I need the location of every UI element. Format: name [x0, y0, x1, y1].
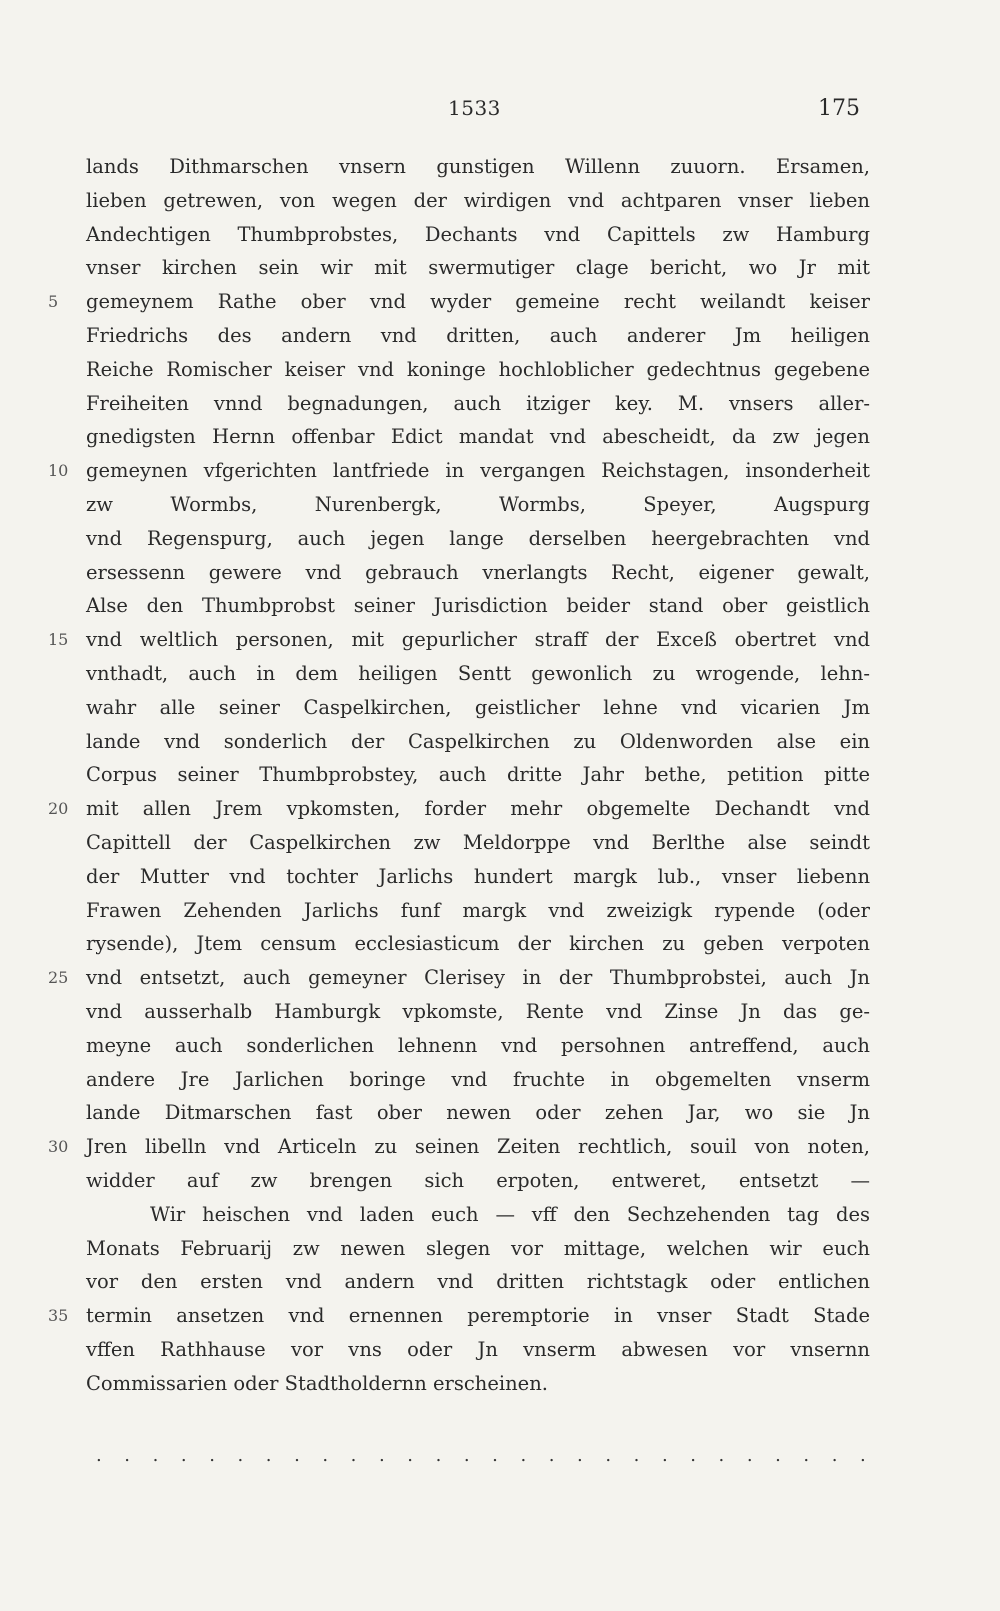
ellipsis-dot: .	[152, 1445, 159, 1466]
ellipsis-row	[96, 1445, 866, 1466]
line-text: andere Jre Jarlichen boringe vnd fruchte in obgemelten vnserm	[86, 1067, 870, 1091]
line-text: Commissarien oder Stadtholdernn erscheinen.	[86, 1371, 548, 1395]
line-text: vnd ausserhalb Hamburgk vpkomste, Rente vnd Zinse Jn das ge-	[86, 999, 870, 1023]
text-line	[86, 1367, 870, 1401]
line-text: widder auf zw brengen sich erpoten, entweret, entsetzt —	[86, 1168, 870, 1192]
line-text: mit allen Jrem vpkomsten, forder mehr obgemelte Dechandt vnd	[86, 797, 870, 821]
line-text: meyne auch sonderlichen lehnenn vnd persohnen antreffend, auch	[86, 1033, 870, 1057]
line-number: 35	[48, 1306, 69, 1326]
ellipsis-dot: .	[492, 1445, 498, 1466]
text-line	[86, 758, 870, 792]
text-line	[86, 319, 870, 353]
text-line	[86, 1063, 870, 1097]
line-text: Corpus seiner Thumbprobstey, auch dritte Jahr bethe, petition pitte	[86, 763, 870, 787]
page-number: 175	[818, 96, 860, 121]
ellipsis-dot: .	[124, 1445, 131, 1466]
ellipsis-dot: .	[265, 1445, 272, 1466]
line-text: lande vnd sonderlich der Caspelkirchen zu Oldenworden alse ein	[86, 729, 870, 753]
text-line	[86, 1232, 870, 1266]
line-text: Monats Februarij zw newen slegen vor mittage, welchen wir euch	[86, 1236, 870, 1260]
text-line	[86, 927, 870, 961]
text-line	[86, 894, 870, 928]
line-text: zw Wormbs, Nurenbergk, Wormbs, Speyer, Augspurg	[86, 492, 870, 516]
line-text: vnd entsetzt, auch gemeyner Clerisey in der Thumbprobstei, auch Jn	[86, 966, 870, 990]
text-line	[86, 725, 870, 759]
text-line	[86, 218, 870, 252]
line-text: wahr alle seiner Caspelkirchen, geistlicher lehne vnd vicarien Jm	[86, 695, 870, 719]
text-line	[86, 251, 870, 285]
text-line	[86, 420, 870, 454]
text-line	[48, 961, 870, 995]
line-text: Reiche Romischer keiser vnd koninge hochloblicher gedechtnus gegebene	[86, 357, 870, 381]
ellipsis-dot: .	[746, 1445, 753, 1466]
ellipsis-dot: .	[775, 1445, 781, 1466]
text-line	[48, 454, 870, 488]
ellipsis-dot: .	[520, 1445, 527, 1466]
line-text: Frawen Zehenden Jarlichs funf margk vnd zweizigk rypende (oder	[86, 898, 870, 922]
text-line	[86, 1096, 870, 1130]
ellipsis-dot: .	[237, 1445, 244, 1466]
line-number: 10	[48, 461, 69, 481]
line-text: der Mutter vnd tochter Jarlichs hundert margk lub., vnser liebenn	[86, 864, 870, 888]
line-number: 20	[48, 799, 69, 819]
text-line	[86, 1333, 870, 1367]
line-text: vffen Rathhause vor vns oder Jn vnserm abwesen vor vnsernn	[86, 1337, 870, 1361]
line-text: Wir heischen vnd laden euch — vff den Sechzehenden tag des	[150, 1202, 870, 1226]
ellipsis-dot: .	[435, 1445, 442, 1466]
ellipsis-dot: .	[860, 1445, 866, 1466]
text-line	[86, 522, 870, 556]
line-text: lands Dithmarschen vnsern gunstigen Willenn zuuorn. Ersamen,	[86, 155, 870, 178]
ellipsis-dot: .	[605, 1445, 612, 1466]
text-line	[86, 589, 870, 623]
line-text: rysende), Jtem censum ecclesiasticum der kirchen zu geben verpoten	[86, 932, 870, 956]
ellipsis-dot: .	[633, 1445, 640, 1466]
header-year: 1533	[448, 96, 501, 120]
line-number: 15	[48, 630, 69, 650]
text-line	[86, 1164, 870, 1198]
ellipsis-dot: .	[407, 1445, 413, 1466]
line-text: Capittell der Caspelkirchen zw Meldorppe vnd Berlthe alse seindt	[86, 830, 870, 854]
line-text: vor den ersten vnd andern vnd dritten richtstagk oder entlichen	[86, 1270, 870, 1294]
line-text: gemeynem Rathe ober vnd wyder gemeine recht weilandt keiser	[86, 290, 870, 314]
text-line	[86, 826, 870, 860]
line-text: Andechtigen Thumbprobstes, Dechants vnd Capittels zw Hamburg	[86, 222, 870, 246]
ellipsis-dot: .	[661, 1445, 668, 1466]
ellipsis-dot: .	[803, 1445, 810, 1466]
text-line	[86, 1029, 870, 1063]
text-line	[86, 184, 870, 218]
line-text: termin ansetzen vnd ernennen peremptorie in vnser Stadt Stade	[86, 1304, 870, 1328]
ellipsis-dot: .	[463, 1445, 470, 1466]
text-line	[86, 691, 870, 725]
ellipsis-dot: .	[577, 1445, 583, 1466]
line-text: Freiheiten vnnd begnadungen, auch itziger key. M. vnsers aller-	[86, 391, 870, 415]
text-line	[86, 488, 870, 522]
line-number: 25	[48, 968, 69, 988]
line-text: Jren libelln vnd Articeln zu seinen Zeiten rechtlich, souil von noten,	[86, 1135, 870, 1159]
line-text: gemeynen vfgerichten lantfriede in vergangen Reichstagen, insonderheit	[86, 459, 870, 483]
ellipsis-dot: .	[690, 1445, 696, 1466]
text-line	[48, 792, 870, 826]
line-number: 5	[48, 292, 59, 312]
text-line	[86, 150, 870, 184]
text-line	[86, 995, 870, 1029]
line-text: vnd Regenspurg, auch jegen lange derselben heergebrachten vnd	[86, 526, 870, 550]
ellipsis-dot: .	[350, 1445, 357, 1466]
line-text: lieben getrewen, von wegen der wirdigen vnd achtparen vnser lieben	[86, 188, 870, 212]
text-line	[48, 1299, 870, 1333]
line-text: vnd weltlich personen, mit gepurlicher straff der Exceß obertret vnd	[86, 628, 870, 652]
ellipsis-dot: .	[831, 1445, 838, 1466]
text-line	[86, 657, 870, 691]
ellipsis-dot: .	[209, 1445, 215, 1466]
line-text: vnser kirchen sein wir mit swermutiger clage bericht, wo Jr mit	[86, 256, 870, 280]
text-line	[86, 556, 870, 590]
text-line	[48, 623, 870, 657]
line-number: 30	[48, 1137, 69, 1157]
text-line	[86, 387, 870, 421]
line-text: Alse den Thumbprobst seiner Jurisdiction beider stand ober geistlich	[86, 594, 870, 618]
ellipsis-dot: .	[378, 1445, 385, 1466]
ellipsis-dot: .	[294, 1445, 300, 1466]
line-text: Friedrichs des andern vnd dritten, auch anderer Jm heiligen	[86, 323, 870, 347]
ellipsis-dot: .	[548, 1445, 555, 1466]
text-line	[86, 1198, 870, 1232]
line-text: lande Ditmarschen fast ober newen oder zehen Jar, wo sie Jn	[86, 1101, 870, 1125]
text-line	[86, 353, 870, 387]
text-line	[48, 1130, 870, 1164]
ellipsis-dot: .	[180, 1445, 187, 1466]
text-line	[86, 860, 870, 894]
line-text: vnthadt, auch in dem heiligen Sentt gewonlich zu wrogende, lehn-	[86, 661, 870, 685]
body-text	[48, 150, 870, 1400]
text-line	[86, 1265, 870, 1299]
ellipsis-dot: .	[718, 1445, 725, 1466]
text-line	[48, 285, 870, 319]
page-header	[0, 96, 1000, 126]
ellipsis-dot: .	[322, 1445, 329, 1466]
line-text: ersessenn gewere vnd gebrauch vnerlangts Recht, eigener gewalt,	[86, 560, 870, 584]
ellipsis-dot: .	[96, 1445, 102, 1466]
line-text: gnedigsten Hernn offenbar Edict mandat vnd abescheidt, da zw jegen	[86, 425, 870, 449]
